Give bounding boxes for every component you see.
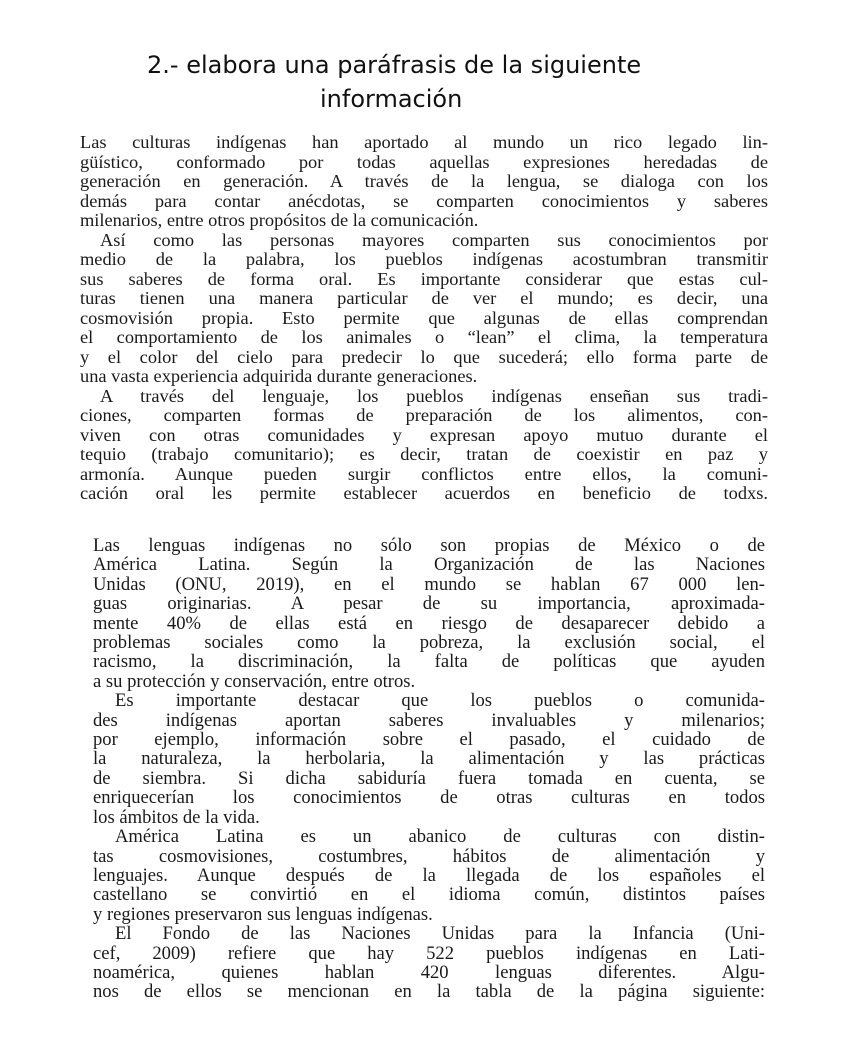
- text-line: una vasta experiencia adquirida durante generaciones.: [80, 367, 478, 386]
- text-block-cultures: [80, 133, 768, 504]
- text-line: des indígenas aportan saberes invaluables y milenarios;: [93, 710, 765, 731]
- text-line: A través del lenguaje, los pueblos indígenas enseñan sus tradi-: [100, 386, 768, 406]
- text-line: cef, 2009) refiere que hay 522 pueblos indígenas en Lati-: [93, 943, 765, 963]
- text-line: enriquecerían los conocimientos de otras culturas en todos: [93, 788, 765, 808]
- text-line: guas originarias. A pesar de su importancia, aproximada-: [93, 594, 765, 614]
- text-line: y regiones preservaron sus lenguas indígenas.: [93, 904, 433, 925]
- text-line: El Fondo de las Naciones Unidas para la Infancia (Uni-: [115, 924, 765, 944]
- text-line: los ámbitos de la vida.: [93, 807, 260, 828]
- text-line: América Latina es un abanico de culturas con distin-: [115, 827, 765, 847]
- text-line: América Latina. Según la Organización de las Naciones: [93, 555, 765, 575]
- text-line: nos de ellos se mencionan en la tabla de la página siguiente:: [93, 982, 765, 1002]
- text-line: medio de la palabra, los pueblos indígenas acostumbran transmitir: [80, 250, 768, 269]
- text-line: güístico, conformado por todas aquellas expresiones heredadas de: [80, 152, 768, 172]
- text-line: demás para contar anécdotas, se comparten conocimientos y saberes: [80, 191, 768, 211]
- text-line: a su protección y conservación, entre otros.: [93, 671, 416, 692]
- heading-line-2: información: [320, 85, 463, 113]
- text-line: turas tienen una manera particular de ver el mundo; es decir, una: [80, 289, 768, 308]
- text-line: armonía. Aunque pueden surgir conflictos entre ellos, la comuni-: [80, 464, 768, 484]
- text-line: mente 40% de ellas está en riesgo de desaparecer debido a: [93, 613, 765, 634]
- text-line: Es importante destacar que los pueblos o comunida-: [115, 691, 765, 711]
- text-line: castellano se convirtió en el idioma común, distintos países: [93, 885, 765, 905]
- text-line: tas cosmovisiones, costumbres, hábitos de alimentación y: [93, 846, 765, 866]
- text-line: lenguajes. Aunque después de la llegada de los españoles el: [93, 865, 765, 886]
- text-block-languages: [93, 536, 765, 1002]
- text-line: Las culturas indígenas han aportado al mundo un rico legado lin-: [80, 133, 768, 152]
- text-line: Las lenguas indígenas no sólo son propias de México o de: [93, 536, 765, 556]
- text-line: cosmovisión propia. Esto permite que algunas de ellas comprendan: [80, 308, 768, 328]
- text-line: problemas sociales como la pobreza, la exclusión social, el: [93, 633, 765, 653]
- text-line: Así como las personas mayores comparten sus conocimientos por: [100, 230, 768, 250]
- text-line: Unidas (ONU, 2019), en el mundo se hablan 67 000 len-: [93, 574, 765, 595]
- text-line: la naturaleza, la herbolaria, la alimentación y las prácticas: [93, 749, 765, 769]
- text-line: generación en generación. A través de la lengua, se dialoga con los: [80, 172, 768, 191]
- text-line: de siembra. Si dicha sabiduría fuera tomada en cuenta, se: [93, 768, 765, 789]
- text-line: y el color del cielo para predecir lo que sucederá; ello forma parte de: [80, 347, 768, 367]
- text-line: tequio (trabajo comunitario); es decir, tratan de coexistir en paz y: [80, 445, 768, 464]
- text-line: racismo, la discriminación, la falta de políticas que ayuden: [93, 652, 765, 672]
- text-line: por ejemplo, información sobre el pasado, el cuidado de: [93, 730, 765, 750]
- text-line: milenarios, entre otros propósitos de la comunicación.: [80, 211, 479, 230]
- text-line: ciones, comparten formas de preparación de los alimentos, con-: [80, 406, 768, 425]
- text-line: sus saberes de forma oral. Es importante considerar que estas cul-: [80, 269, 768, 289]
- text-line: viven con otras comunidades y expresan apoyo mutuo durante el: [80, 425, 768, 445]
- text-line: noamérica, quienes hablan 420 lenguas diferentes. Algu-: [93, 962, 765, 983]
- exercise-heading: [0, 48, 842, 116]
- text-line: cación oral les permite establecer acuerdos en beneficio de todxs.: [80, 484, 768, 503]
- text-line: el comportamiento de los animales o “lean” el clima, la temperatura: [80, 328, 768, 347]
- heading-line-1: 2.- elabora una paráfrasis de la siguiente: [147, 51, 642, 79]
